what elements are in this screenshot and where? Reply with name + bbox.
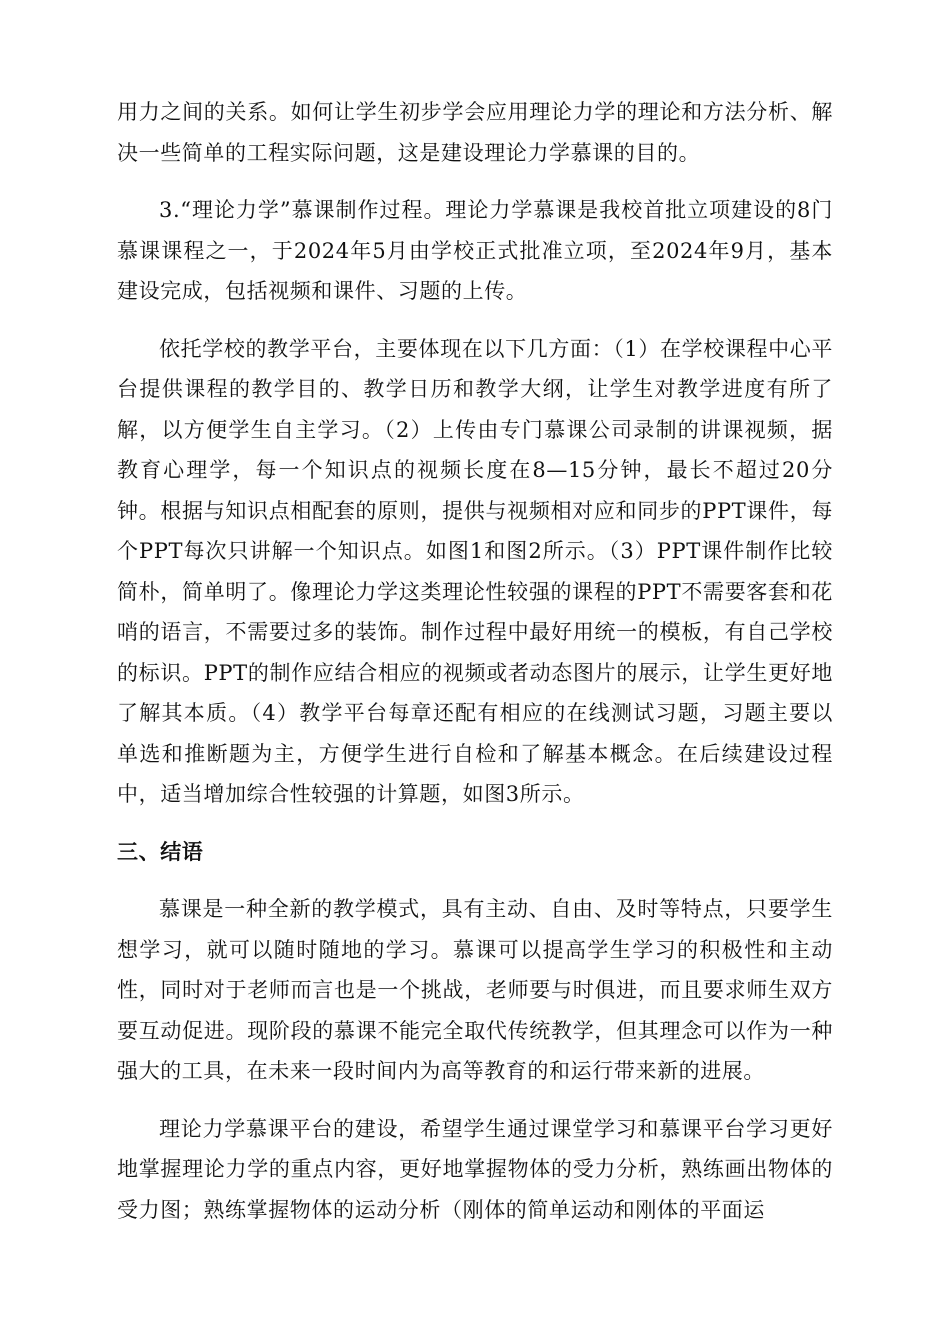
paragraph-production-process: 3.“理论力学”慕课制作过程。理论力学慕课是我校首批立项建设的8门慕课课程之一，于2024年5月由学校正式批准立项，至2024年9月，基本建设完成，包括视频和课件、习题的上传。: [117, 198, 833, 303]
paragraph-continuation: 用力之间的关系。如何让学生初步学会应用理论力学的理论和方法分析、解决一些简单的工程实际问题，这是建设理论力学慕课的目的。: [117, 100, 833, 165]
document-page: [117, 92, 833, 1247]
paragraph-conclusion-platform: 理论力学慕课平台的建设，希望学生通过课堂学习和慕课平台学习更好地掌握理论力学的重点内容，更好地掌握物体的受力分析，熟练画出物体的受力图；熟练掌握物体的运动分析（刚体的简单运动和刚体的平面运: [117, 1116, 833, 1222]
paragraph-teaching-platform: 依托学校的教学平台，主要体现在以下几方面：（1）在学校课程中心平台提供课程的教学目的、教学日历和教学大纲，让学生对教学进度有所了解，以方便学生自主学习。（2）上传由专门慕课公司录制的讲课视频，据教育心理学，每一个知识点的视频长度在8—15分钟，最长不超过20分钟。根据与知识点相配套的原则，提供与视频相对应和同步的PPT课件，每个PPT每次只讲解一个知识点。如图1和图2所示。（3）PPT课件制作比较简朴，简单明了。像理论力学这类理论性较强的课程的PPT不需要客套和花哨的语言，不需要过多的装饰。制作过程中最好用统一的模板，有自己学校的标识。PPT的制作应结合相应的视频或者动态图片的展示，让学生更好地了解其本质。（4）教学平台每章还配有相应的在线测试习题，习题主要以单选和推断题为主，方便学生进行自检和了解基本概念。在后续建设过程中，适当增加综合性较强的计算题，如图3所示。: [117, 336, 833, 806]
paragraph-conclusion-mooc: 慕课是一种全新的教学模式，具有主动、自由、及时等特点，只要学生想学习，就可以随时随地的学习。慕课可以提高学生学习的积极性和主动性，同时对于老师而言也是一个挑战，老师要与时俱进，而且要求师生双方要互动促进。现阶段的慕课不能完全取代传统教学，但其理念可以作为一种强大的工具，在未来一段时间内为高等教育的和运行带来新的进展。: [117, 897, 833, 1083]
section-heading-conclusion: 三、结语: [117, 839, 204, 864]
